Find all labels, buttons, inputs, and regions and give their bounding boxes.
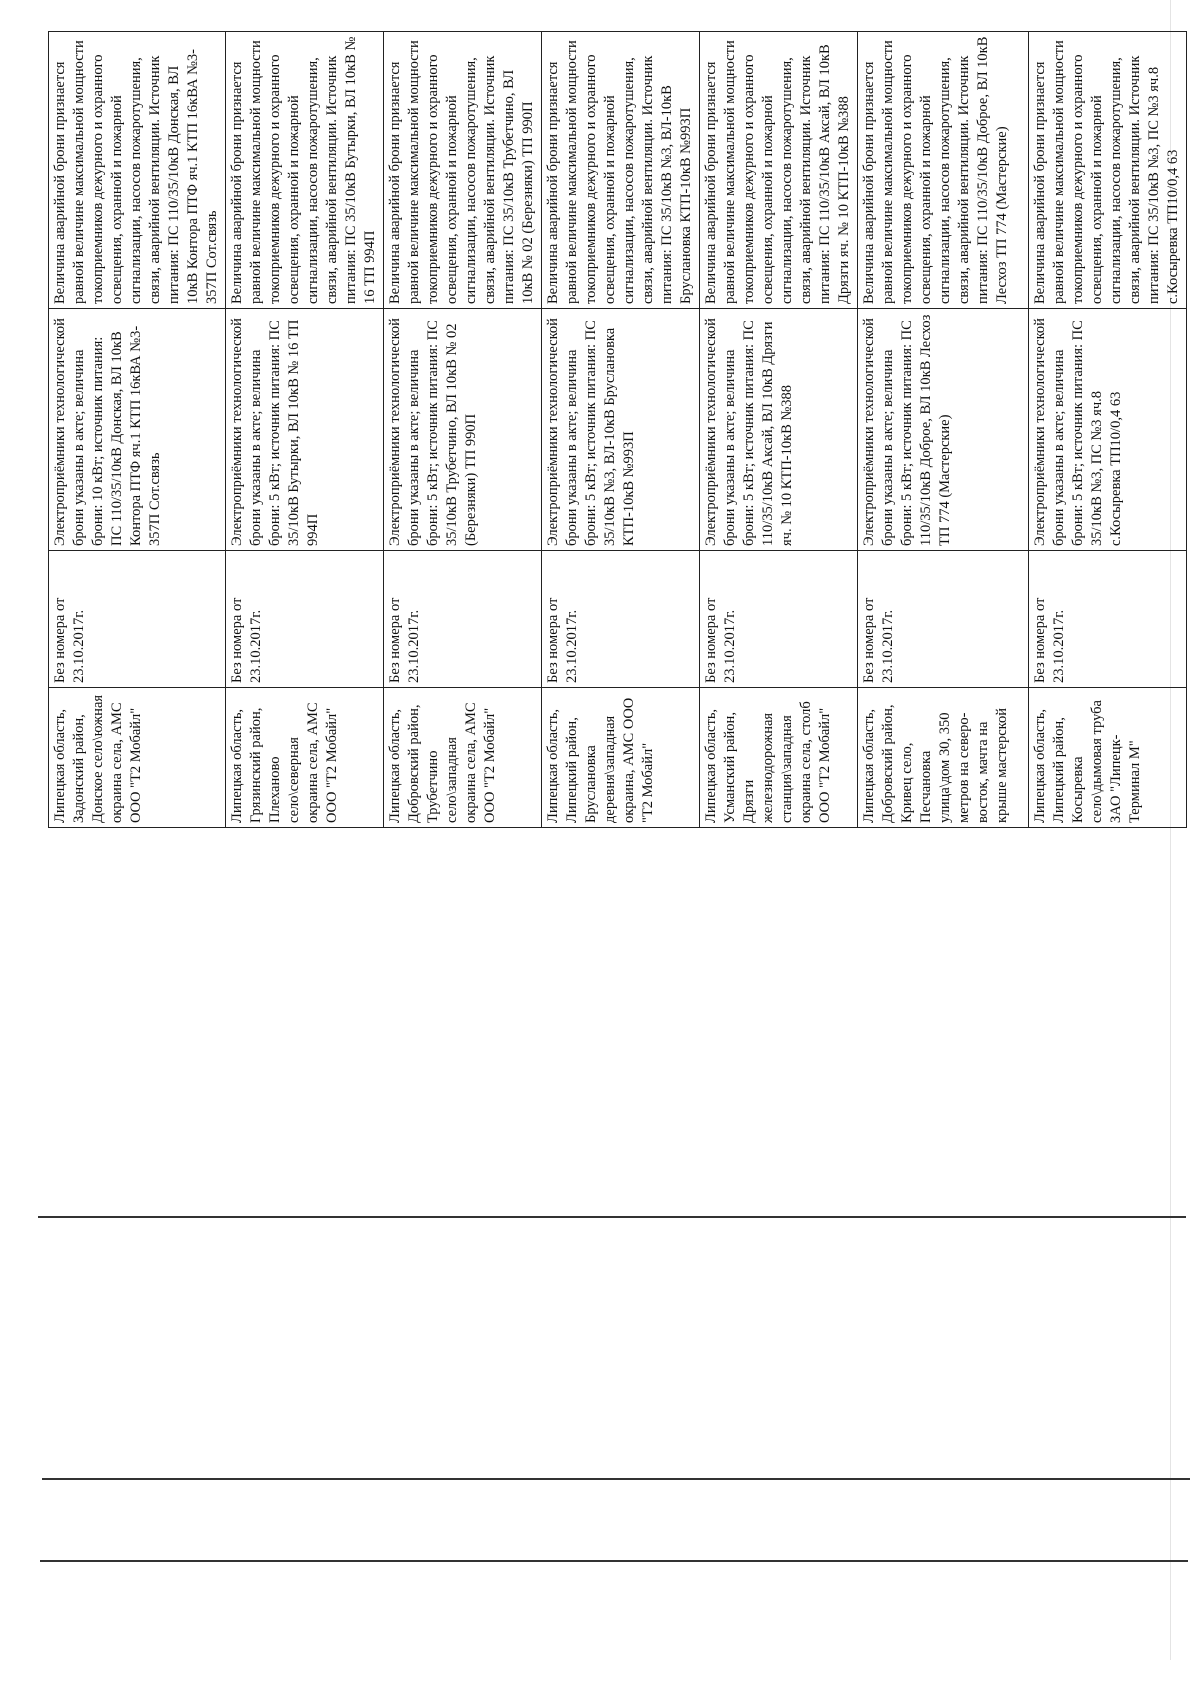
emergency-reserve-cell: Величина аварийной брони признается равной величине максимальной мощности токоприемников дежурного и охранного освещения, охранной и пожарной сигнализации, насосов пожаротушения, связи, аварийной вентиляции. Источник питания: ПС 110/35/10кВ Доброе, ВЛ 10кВ Лесхоз ТП 774 (Мастерские) bbox=[858, 32, 1029, 309]
document-cell: Без номера от 23.10.2017г. bbox=[384, 551, 542, 688]
ruled-line bbox=[38, 1216, 1186, 1218]
table-row bbox=[542, 32, 700, 828]
table-row bbox=[858, 32, 1029, 828]
emergency-reserve-cell: Величина аварийной брони признается равной величине максимальной мощности токоприемников дежурного и охранного освещения, охранной и пожарной сигнализации, насосов пожаротушения, связи, аварийной вентиляции. Источник питания: ПС 35/10кВ №3, ВЛ-10кВ Бруслановка КТП-10кВ №993П bbox=[542, 32, 700, 309]
location-cell: Липецкая область, Добровский район, Кривец село, Песчановка улица\дом 30, 350 метров на северо-восток, мачта на крыше мастерской bbox=[858, 688, 1029, 828]
ruled-line bbox=[42, 1478, 1190, 1480]
location-cell: Липецкая область, Грязинский район, Плеханово село\северная окраина села, АМС ООО "Т2 Мобайл" bbox=[226, 688, 384, 828]
tech-reserve-cell: Электроприёмники технологической брони указаны в акте; величина брони: 10 кВт; источник питания: ПС 110/35/10кВ Донская, ВЛ 10кВ Контора ПТФ яч.1 КТП 16кВА №3-357П Сот.связь bbox=[49, 309, 226, 551]
document-cell: Без номера от 23.10.2017г. bbox=[542, 551, 700, 688]
location-cell: Липецкая область, Добровский район, Трубетчино село\западная окраина села, АМС ООО "Т2 Мобайл" bbox=[384, 688, 542, 828]
location-cell: Липецкая область, Усманский район, Дрязги железнодорожная станция\западная окраина села, столб ООО "Т2 Мобайл" bbox=[700, 688, 858, 828]
location-cell: Липецкая область, Задонский район, Донское село\южная окраина села, АМС ООО "Т2 Мобайл" bbox=[49, 688, 226, 828]
document-cell: Без номера от 23.10.2017г. bbox=[49, 551, 226, 688]
tech-reserve-cell: Электроприёмники технологической брони указаны в акте; величина брони: 5 кВт; источник питания: ПС 35/10кВ №3, ПС №3 яч.8 с.Косыревка ТП10/0,4 63 bbox=[1029, 309, 1187, 551]
location-cell: Липецкая область, Липецкий район, Косыревка село\дымовая труба ЗАО "Липецк-Терминал М" bbox=[1029, 688, 1187, 828]
table-row bbox=[700, 32, 858, 828]
tech-reserve-cell: Электроприёмники технологической брони указаны в акте; величина брони: 5 кВт; источник питания: ПС 35/10кВ Трубетчино, ВЛ 10кВ № 02 (Березняки) ТП 990П bbox=[384, 309, 542, 551]
table-row bbox=[384, 32, 542, 828]
emergency-reserve-cell: Величина аварийной брони признается равной величине максимальной мощности токоприемников дежурного и охранного освещения, охранной и пожарной сигнализации, насосов пожаротушения, связи, аварийной вентиляции. Источник питания: ПС 110/35/10кВ Донская, ВЛ 10кВ Контора ПТФ яч.1 КТП 16кВА №3-357П Сот.связь bbox=[49, 32, 226, 309]
document-cell: Без номера от 23.10.2017г. bbox=[226, 551, 384, 688]
tech-reserve-cell: Электроприёмники технологической брони указаны в акте; величина брони: 5 кВт; источник питания: ПС 35/10кВ №3, ВЛ-10кВ Бруслановка КТП-10кВ №993П bbox=[542, 309, 700, 551]
table-row bbox=[1029, 32, 1187, 828]
tech-reserve-cell: Электроприёмники технологической брони указаны в акте; величина брони: 5 кВт; источник питания: ПС 110/35/10кВ Аксай, ВЛ 10кВ Дрязги яч. № 10 КТП-10кВ №388 bbox=[700, 309, 858, 551]
tech-reserve-cell: Электроприёмники технологической брони указаны в акте; величина брони: 5 кВт; источник питания: ПС 110/35/10кВ Доброе, ВЛ 10кВ Лесхоз ТП 774 (Мастерские) bbox=[858, 309, 1029, 551]
emergency-reserve-cell: Величина аварийной брони признается равной величине максимальной мощности токоприемников дежурного и охранного освещения, охранной и пожарной сигнализации, насосов пожаротушения, связи, аварийной вентиляции. Источник питания: ПС 110/35/10кВ Аксай, ВЛ 10кВ Дрязги яч. № 10 КТП-10кВ №388 bbox=[700, 32, 858, 309]
location-cell: Липецкая область, Липецкий район, Бруслановка деревня\западная окраина, АМС ООО "Т2 Мобайл" bbox=[542, 688, 700, 828]
emergency-reserve-cell: Величина аварийной брони признается равной величине максимальной мощности токоприемников дежурного и охранного освещения, охранной и пожарной сигнализации, насосов пожаротушения, связи, аварийной вентиляции. Источник питания: ПС 35/10кВ Бутырки, ВЛ 10кВ № 16 ТП 994П bbox=[226, 32, 384, 309]
document-cell: Без номера от 23.10.2017г. bbox=[1029, 551, 1187, 688]
emergency-reserve-cell: Величина аварийной брони признается равной величине максимальной мощности токоприемников дежурного и охранного освещения, охранной и пожарной сигнализации, насосов пожаротушения, связи, аварийной вентиляции. Источник питания: ПС 35/10кВ №3, ПС №3 яч.8 с.Косыревка ТП10/0,4 63 bbox=[1029, 32, 1187, 309]
ruled-line bbox=[40, 1560, 1188, 1562]
tech-reserve-cell: Электроприёмники технологической брони указаны в акте; величина брони: 5 кВт; источник питания: ПС 35/10кВ Бутырки, ВЛ 10кВ № 16 ТП 994П bbox=[226, 309, 384, 551]
document-cell: Без номера от 23.10.2017г. bbox=[700, 551, 858, 688]
table-row bbox=[49, 32, 226, 828]
document-cell: Без номера от 23.10.2017г. bbox=[858, 551, 1029, 688]
reserve-acts-table bbox=[48, 31, 1187, 828]
table-row bbox=[226, 32, 384, 828]
rotated-page-content bbox=[38, 0, 1181, 1660]
emergency-reserve-cell: Величина аварийной брони признается равной величине максимальной мощности токоприемников дежурного и охранного освещения, охранной и пожарной сигнализации, насосов пожаротушения, связи, аварийной вентиляции. Источник питания: ПС 35/10кВ Трубетчино, ВЛ 10кВ № 02 (Березняки) ТП 990П bbox=[384, 32, 542, 309]
